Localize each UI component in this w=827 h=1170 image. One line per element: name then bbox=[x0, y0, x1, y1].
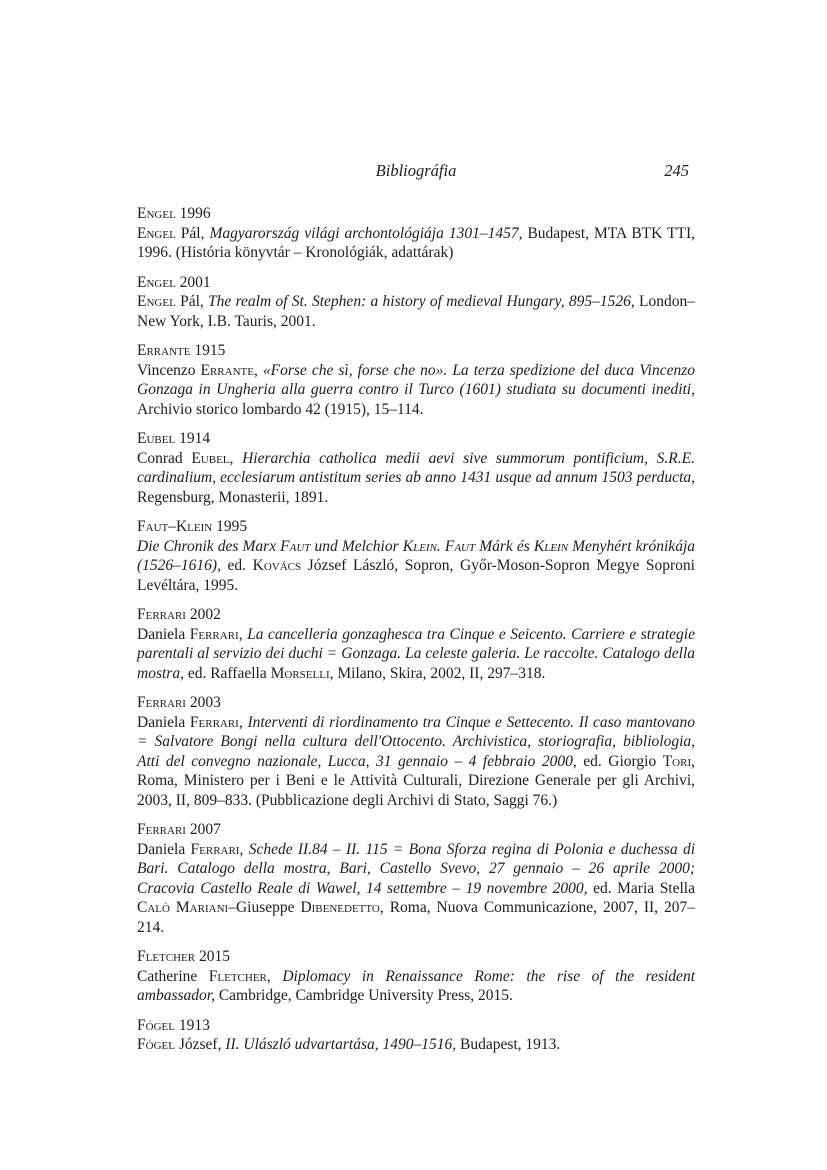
entry-body bbox=[137, 840, 695, 938]
bibliography-entry bbox=[137, 947, 695, 1006]
entry-label bbox=[137, 947, 695, 967]
text-segment: Budapest, 1913. bbox=[456, 1036, 561, 1053]
text-segment: 2002 bbox=[185, 606, 221, 623]
bibliography-entry bbox=[137, 204, 695, 263]
text-segment: Errante bbox=[137, 342, 191, 359]
text-segment: 1996 bbox=[175, 205, 211, 222]
text-segment: 1914 bbox=[175, 430, 211, 447]
text-segment: Engel bbox=[137, 224, 176, 242]
text-segment: Ferrari bbox=[190, 840, 240, 858]
text-segment: 2001 bbox=[175, 273, 211, 291]
entry-label bbox=[137, 341, 695, 361]
text-segment: The realm of St. Stephen: a history of medieval Hungary, 895–1526, bbox=[208, 293, 635, 310]
bibliography-entry bbox=[137, 341, 695, 419]
entry-body bbox=[137, 1035, 695, 1055]
text-segment: Hierarchia catholica medii aevi sive summorum pontificium, S.R.E. cardinalium, ecclesiarum antistitum series ab anno 1431 usque ad annum 1503 perducta, bbox=[137, 449, 695, 486]
text-segment: , bbox=[253, 361, 263, 379]
text-segment: Klein bbox=[402, 537, 437, 555]
text-segment: József László, Sopron, Győr-Moson-Sopron Megye Soproni Levéltára, 1995. bbox=[137, 557, 695, 594]
bibliography-entry bbox=[137, 517, 695, 595]
text-segment: Eubel bbox=[191, 449, 230, 467]
bibliography-entry bbox=[137, 1016, 695, 1055]
text-segment: Ferrari bbox=[189, 713, 239, 731]
text-segment: Faut–Klein bbox=[137, 518, 213, 535]
bibliography-list bbox=[137, 204, 695, 1055]
entry-label bbox=[137, 517, 695, 537]
entry-label bbox=[137, 273, 695, 293]
bibliography-entry bbox=[137, 693, 695, 810]
text-segment: Kovács bbox=[252, 557, 302, 574]
text-segment: ed. Giorgio bbox=[576, 752, 663, 770]
text-segment: II. Ulászló udvartartása, 1490–1516, bbox=[225, 1036, 457, 1053]
text-segment: Regensburg, Monasterii, 1891. bbox=[137, 488, 329, 506]
entry-body bbox=[137, 537, 695, 596]
text-segment: Pál, bbox=[175, 224, 210, 242]
text-segment: 1995 bbox=[212, 518, 248, 535]
text-segment: Ferrari bbox=[137, 606, 186, 623]
text-segment: Die Chronik des Marx bbox=[137, 537, 281, 555]
entry-body bbox=[137, 625, 695, 684]
text-segment: Engel bbox=[137, 293, 176, 310]
text-segment: Diplomacy in Renaissance Rome: the rise of the resident ambassador, bbox=[137, 967, 695, 1004]
text-segment: Faut bbox=[280, 537, 311, 555]
text-segment: , bbox=[239, 840, 249, 858]
entry-label bbox=[137, 1016, 695, 1036]
text-segment: Klein bbox=[533, 537, 569, 555]
entry-body bbox=[137, 292, 695, 331]
entry-body bbox=[137, 361, 695, 420]
text-segment: , Roma, Nuova Communicazione, 2007, II, 207–214. bbox=[137, 899, 695, 936]
entry-body bbox=[137, 449, 695, 508]
text-segment: Daniela bbox=[137, 840, 191, 858]
text-segment: ed. Raffaella bbox=[183, 664, 271, 682]
text-segment: Fletcher bbox=[137, 948, 196, 965]
text-segment: La cancelleria gonzaghesca tra Cinque e Seicento. Carriere e strategie parentali al servizio dei duchi = Gonzaga. La celeste galeria. Le raccolte. Catalogo della mostra, bbox=[137, 625, 695, 682]
entry-label bbox=[137, 693, 695, 713]
text-segment: 2003 bbox=[185, 694, 221, 711]
text-segment: Márk és bbox=[475, 537, 534, 555]
text-segment: 2015 bbox=[195, 948, 230, 965]
text-segment: Catherine bbox=[137, 967, 209, 985]
text-segment: 1913 bbox=[174, 1016, 210, 1034]
text-segment: , bbox=[238, 713, 248, 731]
text-segment: , Roma, Ministero per i Beni e le Attività Culturali, Direzione Generale per gli Archivi, 2003, II, 809–833. (Pubblicazione degli Archivi di Stato, Saggi 76.) bbox=[137, 752, 695, 809]
entry-label bbox=[137, 605, 695, 625]
text-segment: Ferrari bbox=[189, 625, 239, 643]
text-segment: Errante bbox=[200, 361, 254, 379]
entry-body bbox=[137, 224, 695, 263]
text-segment: , bbox=[238, 625, 248, 643]
text-segment: Faut bbox=[444, 537, 476, 555]
text-segment: , Milano, Skira, 2002, II, 297–318. bbox=[329, 664, 546, 682]
text-segment: Engel bbox=[137, 273, 176, 291]
entry-label bbox=[137, 820, 695, 840]
text-segment: Engel bbox=[137, 205, 176, 222]
text-segment: Daniela bbox=[137, 713, 190, 731]
text-segment: . bbox=[436, 537, 445, 555]
text-segment: Vincenzo bbox=[137, 361, 201, 379]
text-segment: Archivio storico lombardo 42 (1915), 15–114. bbox=[137, 400, 424, 418]
entry-label bbox=[137, 429, 695, 449]
text-segment: 1915 bbox=[190, 342, 226, 359]
entry-body bbox=[137, 967, 695, 1006]
text-segment: Conrad bbox=[137, 449, 192, 467]
text-segment: Tori bbox=[662, 752, 692, 770]
text-segment: Pál, bbox=[175, 293, 209, 310]
text-segment: Dibenedetto bbox=[300, 899, 380, 916]
text-segment: , bbox=[229, 449, 243, 467]
text-segment: Cambridge, Cambridge University Press, 2015. bbox=[214, 987, 513, 1004]
text-segment: Ferrari bbox=[137, 694, 186, 711]
bibliography-entry bbox=[137, 820, 695, 937]
text-segment: London–New York, I.B. Tauris, 2001. bbox=[137, 293, 695, 330]
text-segment: Interventi di riordinamento tra Cinque e Settecento. Il caso mantovano = Salvatore Bongi nella cultura dell'Ottocento. Archivistica, storiografia, bibliologia, Atti del convegno nazionale, Lucca, 31 gennaio – 4 febbraio 2000, bbox=[137, 713, 696, 770]
text-segment: ed. Maria Stella bbox=[587, 879, 695, 897]
text-segment: Eubel bbox=[137, 430, 176, 447]
page-header bbox=[137, 161, 695, 181]
text-segment: Menyhért krónikája (1526–1616), bbox=[137, 537, 695, 574]
page-title: Bibliográfia bbox=[375, 161, 457, 180]
bibliography-entry bbox=[137, 605, 695, 683]
text-segment: 2007 bbox=[185, 821, 221, 838]
text-segment: Daniela bbox=[137, 625, 190, 643]
text-segment: –Giuseppe bbox=[228, 899, 301, 916]
text-segment: «Forse che sì, forse che no». La terza spedizione del duca Vincenzo Gonzaga in Ungheria alla guerra contro il Turco (1601) studiata su documenti inediti, bbox=[137, 361, 695, 398]
text-segment: Morselli bbox=[270, 664, 330, 682]
text-segment: Calò Mariani bbox=[137, 899, 229, 916]
text-segment: und Melchior bbox=[310, 537, 403, 555]
text-segment: Schede II.84 – II. 115 = Bona Sforza regina di Polonia e duchessa di Bari. Catalogo della mostra, Bari, Castello Svevo, 27 gennaio – 26 aprile 2000; Cracovia Castello Reale di Wawel, 14 settembre – 19 novembre 2000, bbox=[137, 840, 695, 897]
text-segment: József, bbox=[174, 1036, 226, 1053]
text-segment: Budapest, MTA BTK TTI, 1996. (História könyvtár – Kronológiák, adattárak) bbox=[137, 224, 695, 261]
text-segment: Fletcher bbox=[208, 967, 267, 985]
entry-body bbox=[137, 713, 695, 811]
text-segment: Fógel bbox=[137, 1036, 175, 1053]
bibliography-entry bbox=[137, 429, 695, 507]
text-segment: , bbox=[266, 967, 283, 985]
page-number: 245 bbox=[664, 161, 689, 180]
page-content bbox=[137, 161, 695, 1065]
text-segment: Ferrari bbox=[137, 821, 186, 838]
text-segment: Fógel bbox=[137, 1016, 175, 1034]
entry-label bbox=[137, 204, 695, 224]
text-segment: ed. bbox=[220, 557, 253, 574]
text-segment: Magyarország világi archontológiája 1301–1457, bbox=[209, 224, 523, 242]
bibliography-entry bbox=[137, 273, 695, 332]
